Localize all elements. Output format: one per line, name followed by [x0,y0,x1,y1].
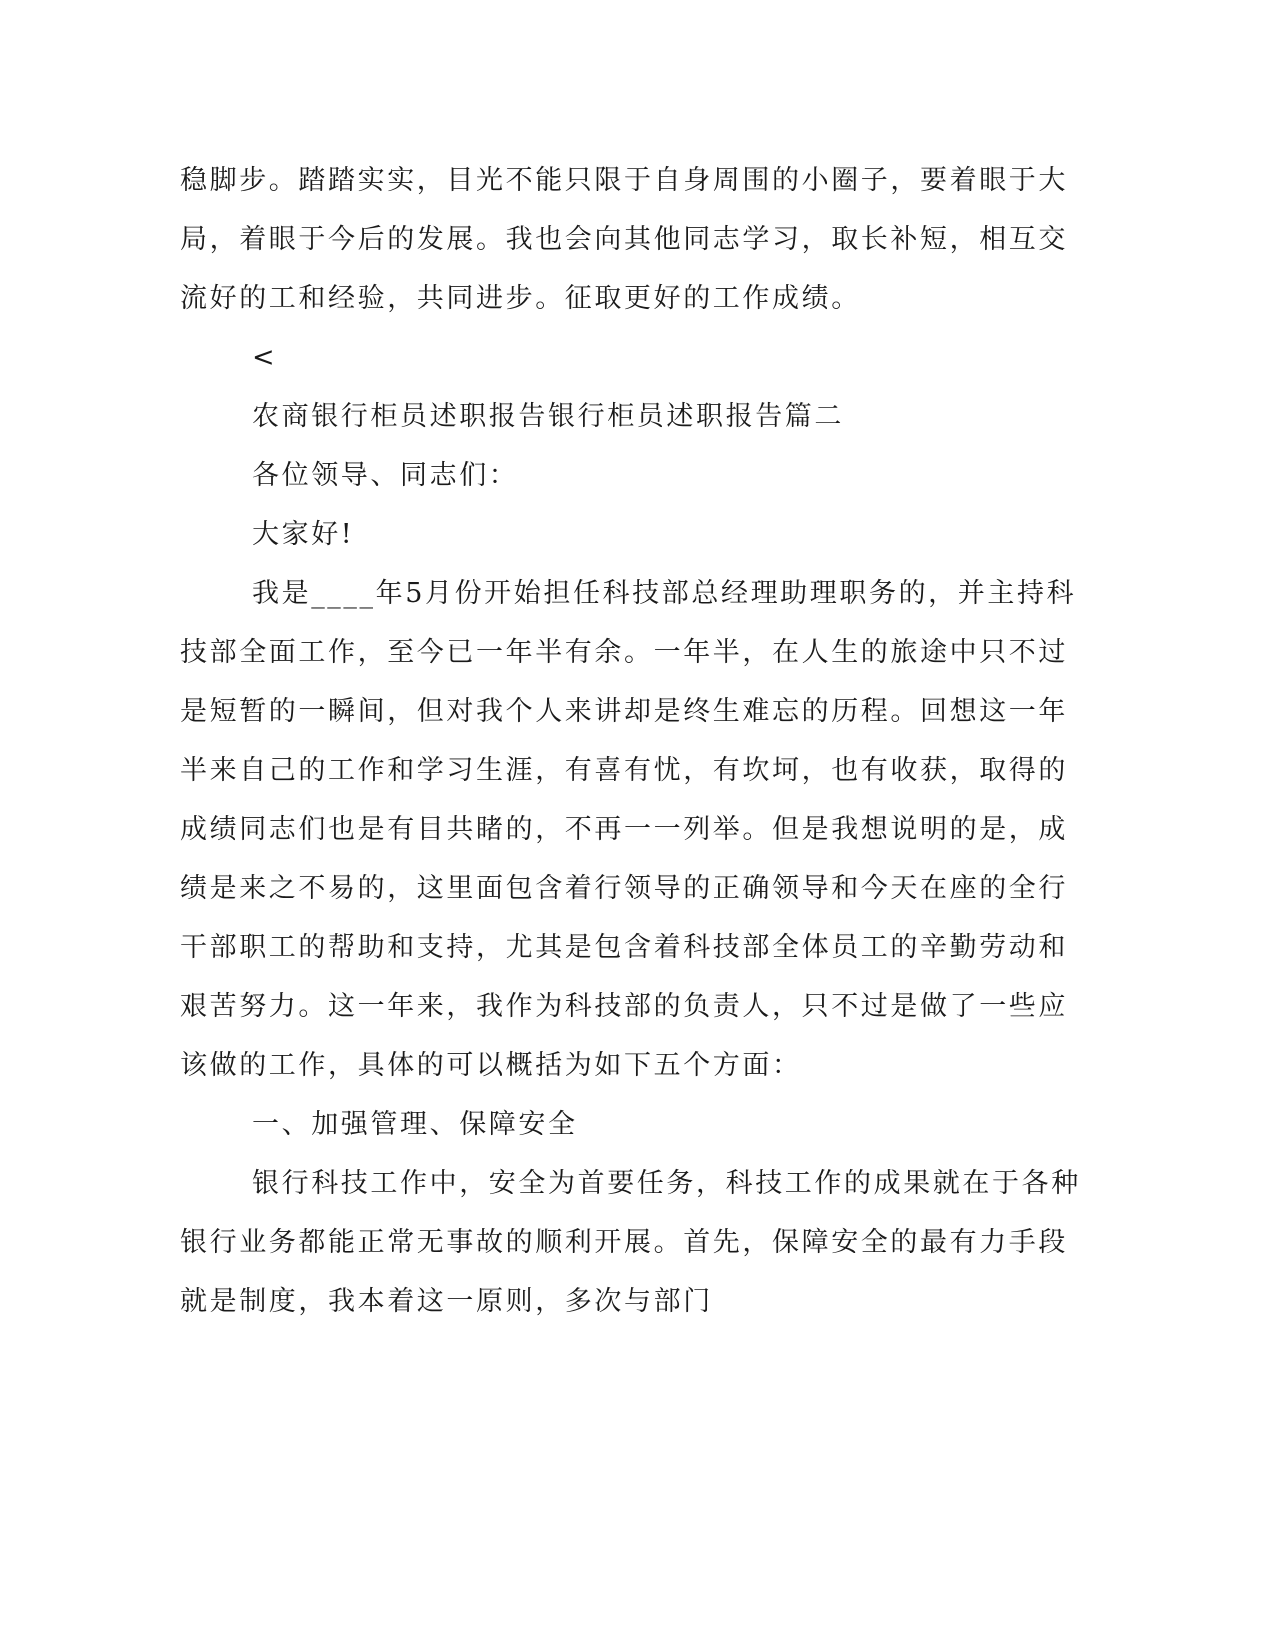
greeting: 大家好! [252,519,355,550]
text-line: 半来自己的工作和学习生涯，有喜有忧，有坎坷，也有收获，取得的 [180,755,1068,786]
text-line: 艰苦努力。这一年来，我作为科技部的负责人，只不过是做了一些应 [180,991,1068,1022]
salutation: 各位领导、同志们： [252,460,519,491]
text-line: 绩是来之不易的，这里面包含着行领导的正确领导和今天在座的全行 [180,873,1068,904]
text-line: 干部职工的帮助和支持，尤其是包含着科技部全体员工的辛勤劳动和 [180,932,1068,963]
section-heading: 一、加强管理、保障安全 [252,1109,578,1140]
text-line: 就是制度，我本着这一原则，多次与部门 [180,1286,713,1317]
section-title: 农商银行柜员述职报告银行柜员述职报告篇二 [252,401,844,432]
text-line: 银行业务都能正常无事故的顺利开展。首先，保障安全的最有力手段 [180,1227,1068,1258]
text-line: 技部全面工作，至今已一年半有余。一年半，在人生的旅途中只不过 [180,637,1068,668]
text-line: 该做的工作，具体的可以概括为如下五个方面： [180,1050,802,1081]
text-line: 局，着眼于今后的发展。我也会向其他同志学习，取长补短，相互交 [180,224,1068,255]
text-line: 稳脚步。踏踏实实，目光不能只限于自身周围的小圈子，要着眼于大 [180,165,1068,196]
text-line: 是短暂的一瞬间，但对我个人来讲却是终生难忘的历程。回想这一年 [180,696,1068,727]
text-line: 成绩同志们也是有目共睹的，不再一一列举。但是我想说明的是，成 [180,814,1068,845]
text-line: 我是____年5月份开始担任科技部总经理助理职务的，并主持科 [252,578,1077,609]
text-line: 流好的工和经验，共同进步。征取更好的工作成绩。 [180,283,861,314]
text-line: 银行科技工作中，安全为首要任务，科技工作的成果就在于各种 [252,1168,1081,1199]
text-line: < [252,342,278,373]
